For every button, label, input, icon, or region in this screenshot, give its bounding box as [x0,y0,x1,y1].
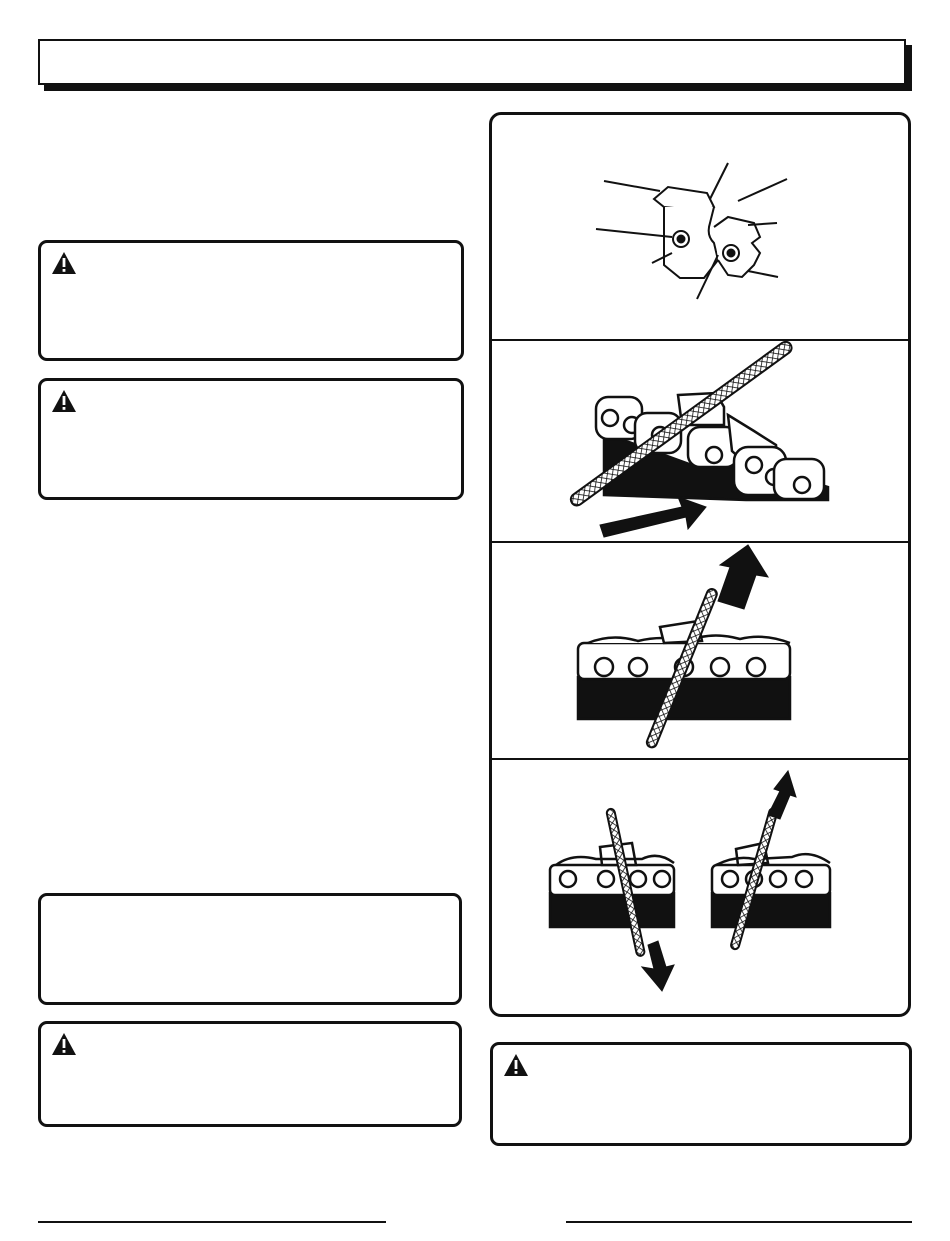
warning-box-3 [38,1021,462,1127]
footer-rule-right [566,1221,912,1223]
file-position-figure [568,339,828,537]
footer-rule-left [38,1221,386,1223]
note-box [38,893,462,1005]
cutter-parts-figure [596,163,787,299]
file-stroke-figure [578,545,790,749]
warning-triangle-icon [51,251,77,275]
warning-triangle-icon [51,1032,77,1056]
chain-sharpening-illustrations [492,115,911,1017]
file-angle-comparison-figure [550,771,830,991]
warning-box-4 [490,1042,912,1146]
section-header [38,39,906,85]
warning-box-1 [38,240,464,361]
warning-box-2 [38,378,464,500]
figure-panel [489,112,911,1017]
warning-triangle-icon [503,1053,529,1077]
warning-triangle-icon [51,389,77,413]
